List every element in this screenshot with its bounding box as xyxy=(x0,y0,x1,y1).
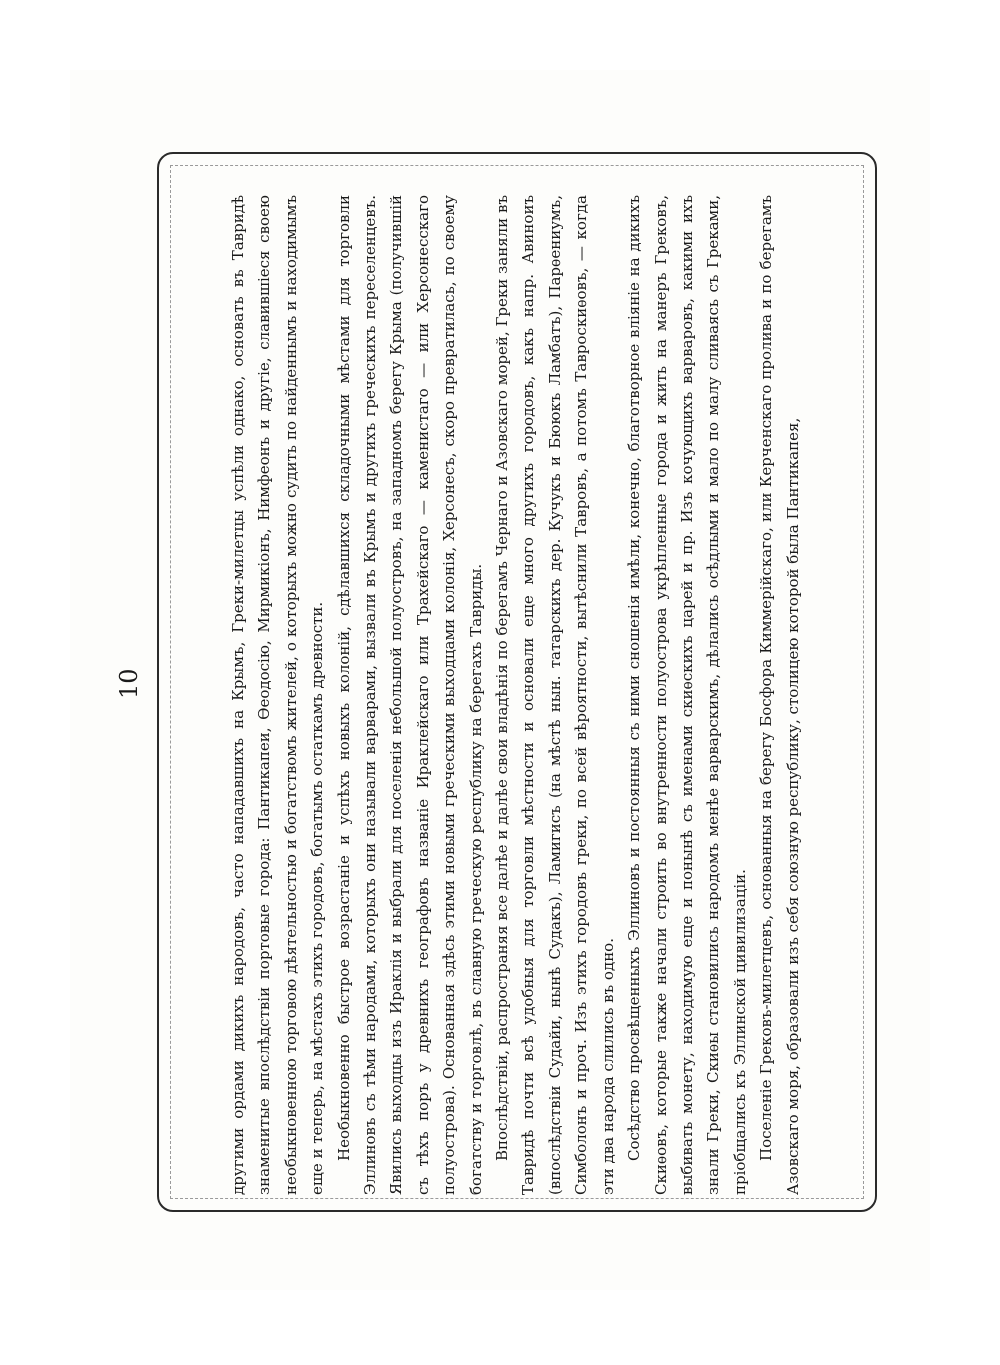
paragraph-3: Впослѣдствіи, распространяя все далѣе и далѣе свои владѣнія по берегамъ Чернаго и Азовскаго морей, Греки заняли въ Тавридѣ почти всѣ удобныя для торговли мѣстности и основали еще много другихъ городовъ, какъ напр. Авиноиъ (впослѣдствіи Судайи, нынѣ Судакъ), Ламигисъ (на мѣстѣ нын. татарскихъ дер. Кучукъ и Бююкъ Ламбатъ), Парѳениумъ, Симболонъ и проч. Изъ этихъ городовъ греки, по всей вѣроятности, вытѣснили Тавровъ, а потомъ Тавроскиѳовъ, — когда эти два народа слились въ одно. xyxy=(493,195,617,1195)
page-text-block xyxy=(225,195,805,1195)
page-number: 10 xyxy=(115,668,143,699)
paragraph-2: Необыкновенно быстрое возрастаніе и успѣхъ новыхъ колоній, сдѣлавшихся складочными мѣстами для торговли Эллиновъ съ тѣми народами, которыхъ они называли варварами, вызвали въ Крымъ и другихъ греческихъ переселенцевъ. Явились выходцы изъ Ираклія и выбрали для поселенія небольшой полуостровъ, на западномъ берегу Крыма (получившій съ тѣхъ поръ у древнихъ географовъ названіе Ираклейскаго или Трахейскаго — каменистаго — или Херсонесскаго полуострова). Основанная здѣсь этими новыми греческими выходцами колонія, Херсонесъ, скоро превратилась, по своему богатству и торговлѣ, въ славную греческую республику на берегахъ Тавриды. xyxy=(334,195,485,1195)
paragraph-1: другими ордами дикихъ народовъ, часто нападавшихъ на Крымъ, Греки-милетцы успѣли однако, основать въ Тавридѣ знаменитые впослѣдствіи портовые города: Пантикапеи, Ѳеодосію, Мирмикіонъ, Нимфеонъ и другіе, славившіеся своею необыкновенною торговою дѣятельностью и богатствомъ жителей, о которыхъ можно судить по найденнымъ и находимымъ еще и теперь, на мѣстахъ этихъ городовъ, богатымъ остаткамъ древности. xyxy=(229,195,327,1195)
paragraph-5: Поселеніе Грековъ-милетцевъ, основанныя на берегу Босфора Киммерійскаго, или Керченскаго пролива и по берегамъ Азовскаго моря, образовали изъ себя союзную республику, столицею которой была Пантикапея, xyxy=(757,195,802,1195)
paragraph-4: Сосѣдство просвѣщенныхъ Эллиновъ и постоянныя съ ними сношенія имѣли, конечно, благотворное вліяніе на дикихъ Скиѳовъ, которые также начали строить во внутренности полуострова укрѣпленные города и жить на манеръ Грековъ, выбивать монету, находимую еще и понынѣ съ именами скиѳскихъ царей и пр. Изъ кочующихъ варваровъ, какими ихъ знали Греки, Скиѳы становились народомъ менѣе варварскимъ, дѣлались осѣдлыми и мало по малу сливаясь съ Греками, пріобщались къ Эллинской цивилизаціи. xyxy=(625,195,749,1195)
